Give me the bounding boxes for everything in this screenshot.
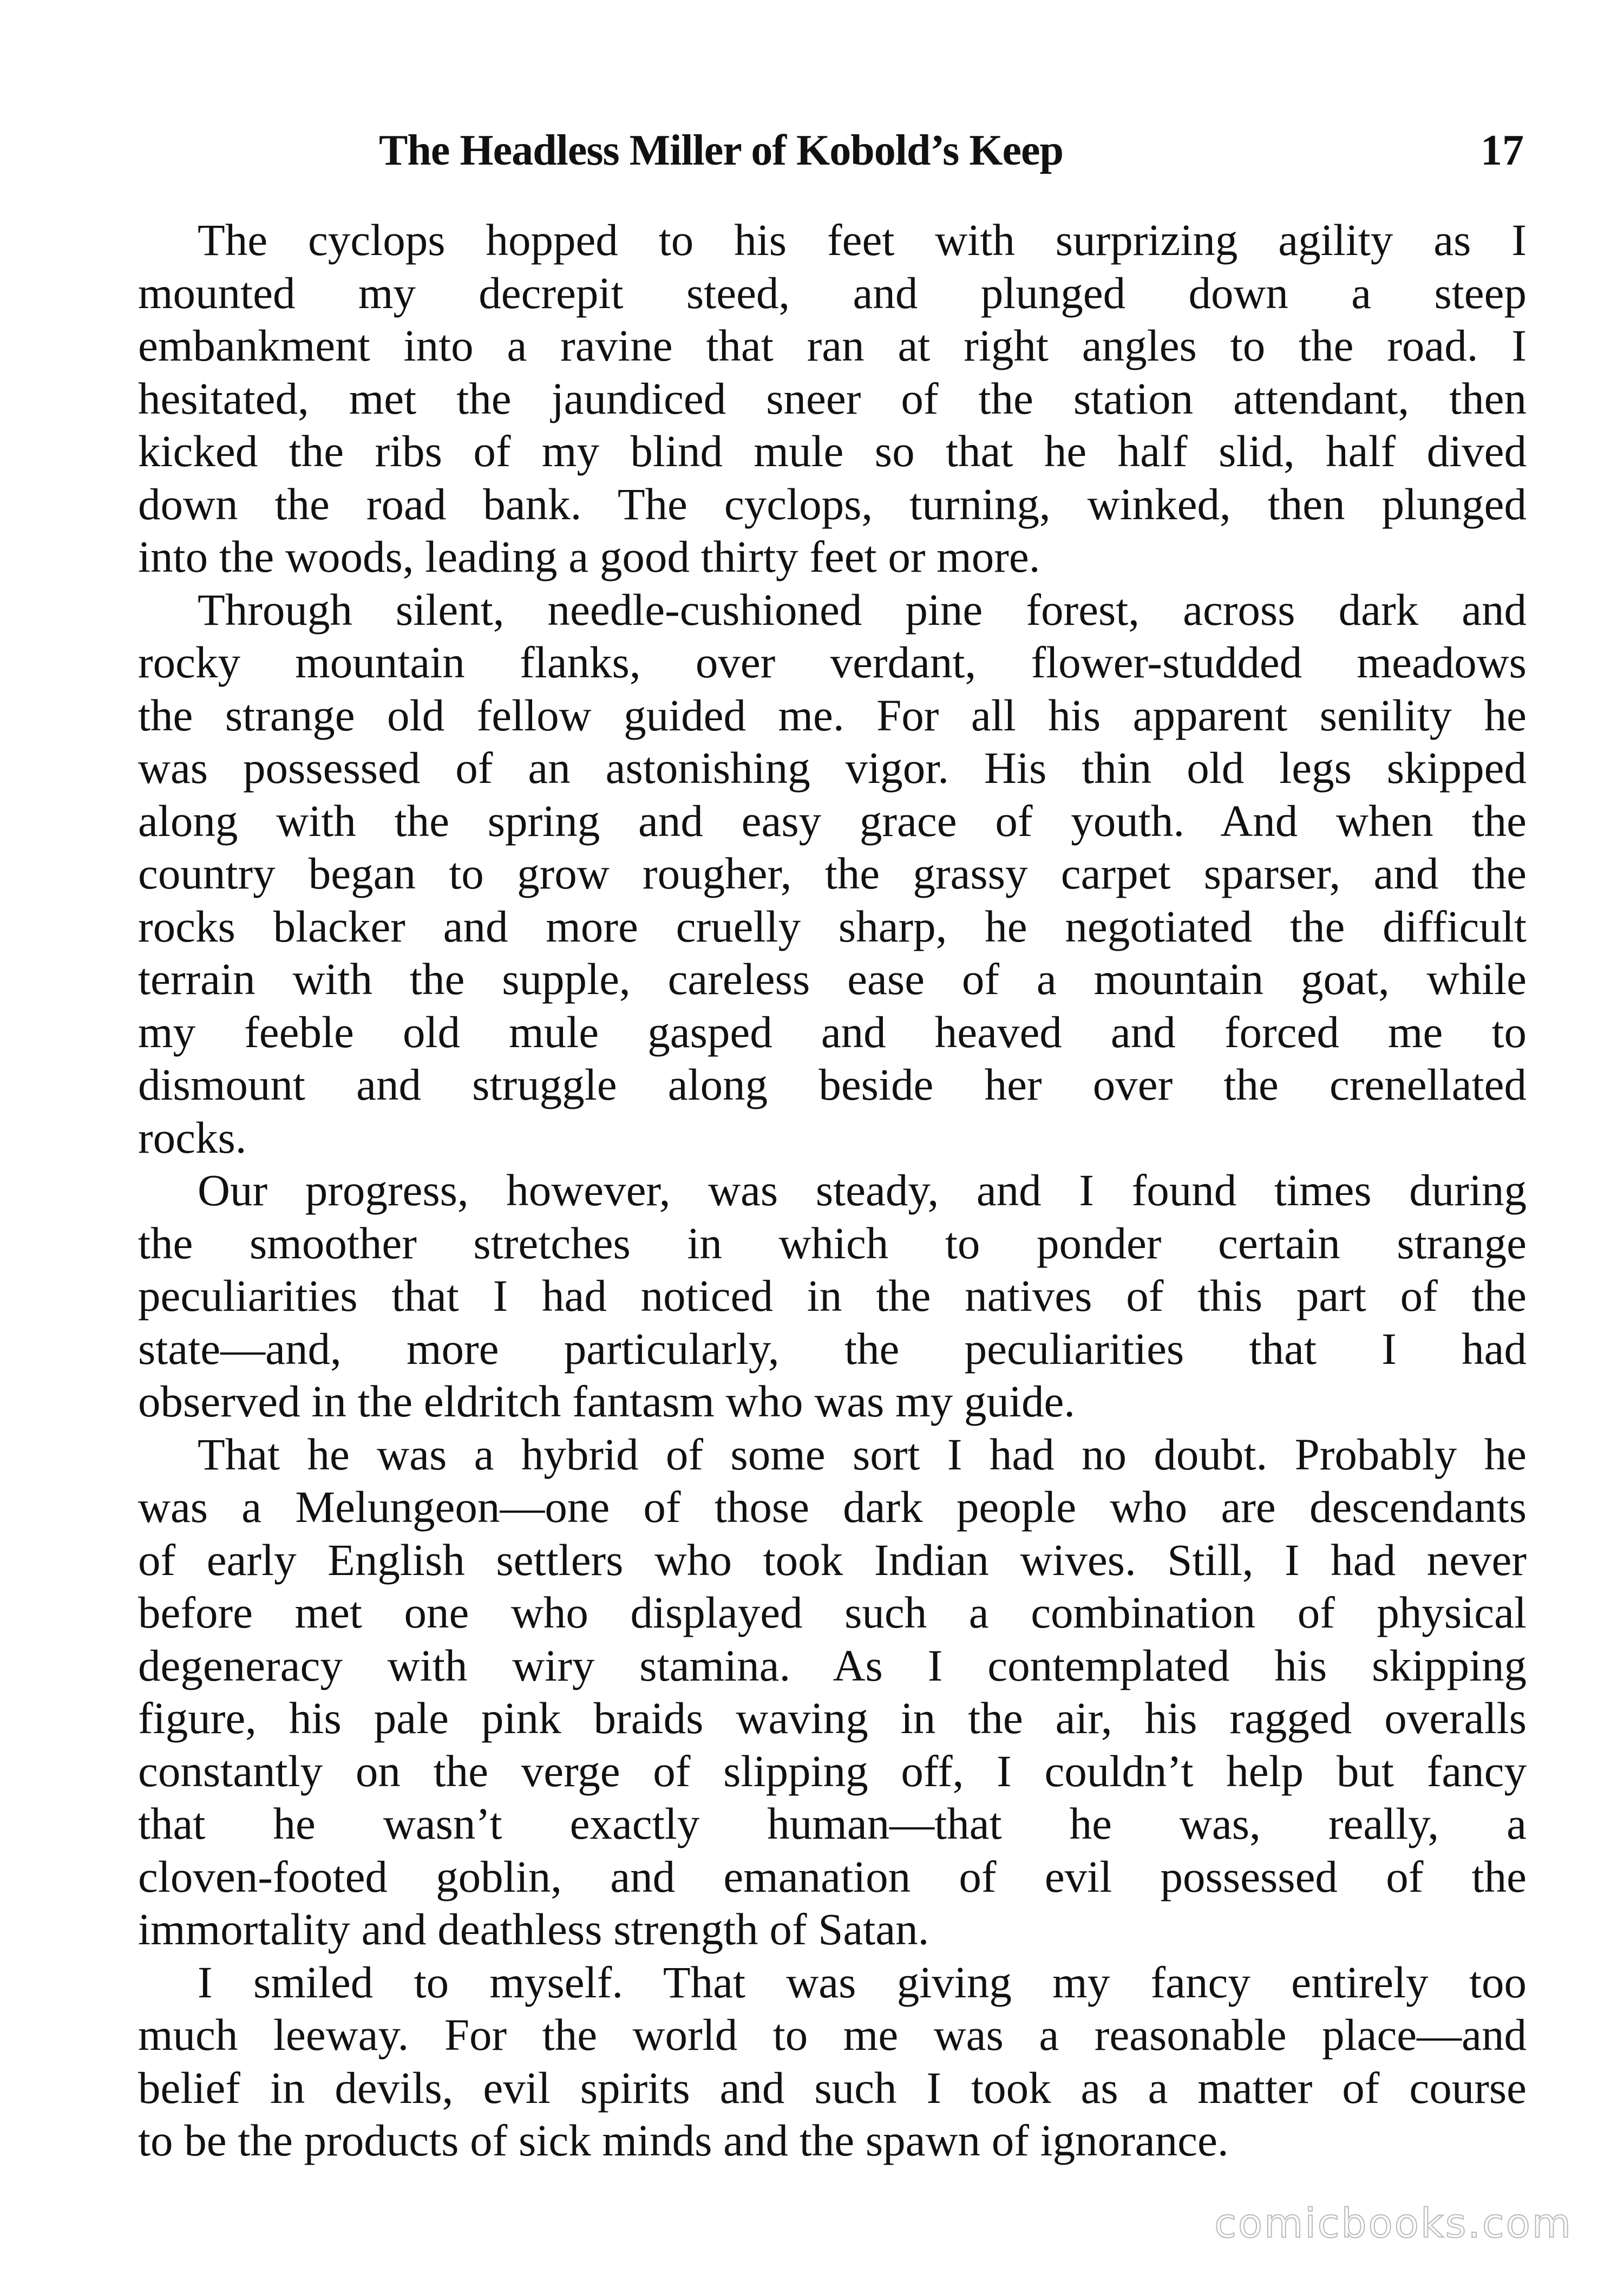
text-line: terrain with the supple, careless ease of a mountain goat, while (138, 954, 1527, 1004)
text-line: into the woods, leading a good thirty feet or more. (138, 532, 1040, 581)
text-line: along with the spring and easy grace of youth. And when the (138, 795, 1527, 846)
text-line: peculiarities that I had noticed in the natives of this part of the (138, 1271, 1527, 1321)
text-line: That he was a hybrid of some sort I had no doubt. Probably he (198, 1429, 1527, 1479)
text-line: Our progress, however, was steady, and I found times during (198, 1165, 1527, 1215)
text-line: rocks blacker and more cruelly sharp, he negotiated the difficult (138, 901, 1527, 951)
text-line: much leeway. For the world to me was a reasonable place—and (138, 2010, 1527, 2060)
text-line: the smoother stretches in which to ponder certain strange (138, 1218, 1527, 1268)
text-line: mounted my decrepit steed, and plunged down a steep (138, 267, 1527, 318)
text-line: the strange old fellow guided me. For all his apparent senility he (138, 690, 1527, 740)
watermark: comicbooks.com (1214, 2200, 1573, 2247)
text-line: constantly on the verge of slipping off, I couldn’t help but fancy (138, 1746, 1527, 1796)
text-line: of early English settlers who took Indian wives. Still, I had never (138, 1534, 1527, 1585)
text-line: was possessed of an astonishing vigor. His thin old legs skipped (138, 743, 1527, 793)
text-line: embankment into a ravine that ran at right angles to the road. I (138, 321, 1527, 370)
running-title: The Headless Miller of Kobold’s Keep (379, 127, 1063, 174)
paragraph-2 (138, 584, 1527, 1165)
text-line: my feeble old mule gasped and heaved and forced me to (138, 1007, 1527, 1057)
text-line: dismount and struggle along beside her over the crenellated (138, 1060, 1527, 1109)
running-head (138, 123, 1524, 183)
text-line: Through silent, needle-cushioned pine forest, across dark and (198, 584, 1527, 635)
paragraph-3 (138, 1164, 1527, 1428)
paragraph-1 (138, 214, 1527, 584)
text-line: kicked the ribs of my blind mule so that he half slid, half dived (138, 426, 1527, 476)
page-number: 17 (1481, 127, 1524, 174)
text-line: The cyclops hopped to his feet with surprizing agility as I (198, 215, 1527, 265)
text-line: down the road bank. The cyclops, turning, winked, then plunged (138, 479, 1527, 529)
text-line: figure, his pale pink braids waving in the air, his ragged overalls (138, 1693, 1527, 1743)
text-line: degeneracy with wiry stamina. As I contemplated his skipping (138, 1640, 1527, 1690)
text-line: cloven-footed goblin, and emanation of evil possessed of the (138, 1851, 1527, 1901)
text-line: I smiled to myself. That was giving my fancy entirely too (198, 1957, 1527, 2007)
text-line: rocks. (138, 1112, 247, 1162)
text-line: was a Melungeon—one of those dark people who are descendants (138, 1482, 1527, 1532)
text-line: state—and, more particularly, the peculiarities that I had (138, 1323, 1527, 1374)
text-line: immortality and deathless strength of Satan. (138, 1904, 929, 1954)
text-line: hesitated, met the jaundiced sneer of the station attendant, then (138, 373, 1527, 423)
text-line: belief in devils, evil spirits and such I took as a matter of course (138, 2062, 1527, 2113)
text-line: before met one who displayed such a combination of physical (138, 1587, 1527, 1637)
text-line: country began to grow rougher, the grassy carpet sparser, and the (138, 848, 1527, 898)
paragraph-4 (138, 1428, 1527, 1956)
text-line: that he wasn’t exactly human—that he was, really, a (138, 1799, 1527, 1848)
body-text (138, 214, 1527, 2167)
paragraph-5 (138, 1956, 1527, 2167)
text-line: to be the products of sick minds and the spawn of ignorance. (138, 2115, 1229, 2165)
text-line: rocky mountain flanks, over verdant, flower-studded meadows (138, 637, 1527, 687)
text-line: observed in the eldritch fantasm who was my guide. (138, 1376, 1076, 1426)
